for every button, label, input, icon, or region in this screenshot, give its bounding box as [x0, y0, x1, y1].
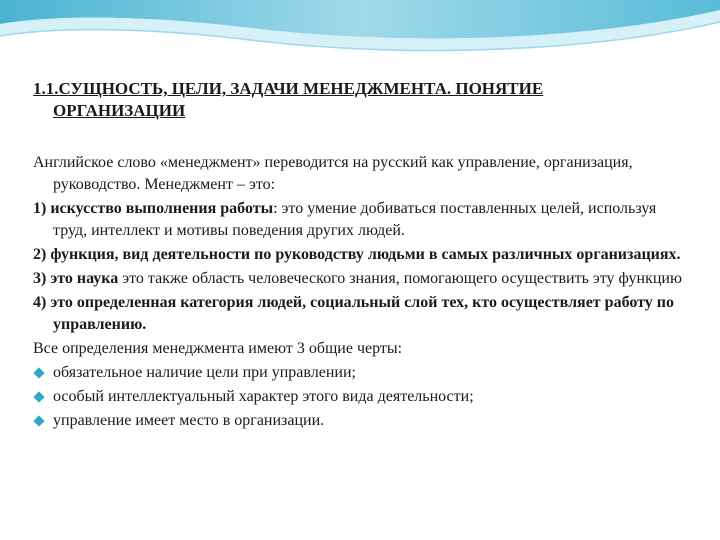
list-item [33, 362, 693, 384]
diamond-bullet-icon [33, 391, 44, 402]
list-item-text: управление имеет место в организации. [53, 412, 325, 429]
definition-item-bold: 4) это определенная категория людей, социальный слой тех, кто осуществляет работу по управлению. [33, 294, 675, 333]
header-wave-decoration [0, 0, 720, 80]
intro-paragraph: Английское слово «менеджмент» переводится на русский как управление, организация, руководство. Менеджмент – это: [33, 154, 633, 193]
diamond-bullet-icon [33, 415, 44, 426]
slide-content [33, 152, 693, 434]
definition-item-text: это также область человеческого знания, помогающего осуществить эту функцию [118, 270, 682, 287]
diamond-bullet-icon [33, 367, 44, 378]
definition-item [33, 292, 693, 336]
definition-item-bold: 3) это наука [33, 270, 119, 287]
title-line-2: ОРГАНИЗАЦИИ [53, 101, 186, 120]
definition-item-bold: 1) искусство выполнения работы [33, 200, 274, 217]
list-item [33, 386, 693, 408]
title-line-1: 1.1.СУЩНОСТЬ, ЦЕЛИ, ЗАДАЧИ МЕНЕДЖМЕНТА. ПОНЯТИЕ [33, 79, 544, 98]
summary-paragraph: Все определения менеджмента имеют 3 общие черты: [33, 340, 403, 357]
definition-item-bold: 2) функция, вид деятельности по руководству людьми в самых различных организациях. [33, 246, 681, 263]
definition-item-text: : это умение добиваться поставленных целей, используя труд, интеллект и мотивы поведения других людей. [53, 200, 657, 239]
definition-item [33, 198, 693, 242]
features-list [33, 362, 693, 432]
definition-item [33, 268, 693, 290]
list-item [33, 410, 693, 432]
slide-title [33, 78, 673, 122]
list-item-text: обязательное наличие цели при управлении; [53, 364, 356, 381]
definition-item [33, 244, 693, 266]
list-item-text: особый интеллектуальный характер этого вида деятельности; [53, 388, 474, 405]
